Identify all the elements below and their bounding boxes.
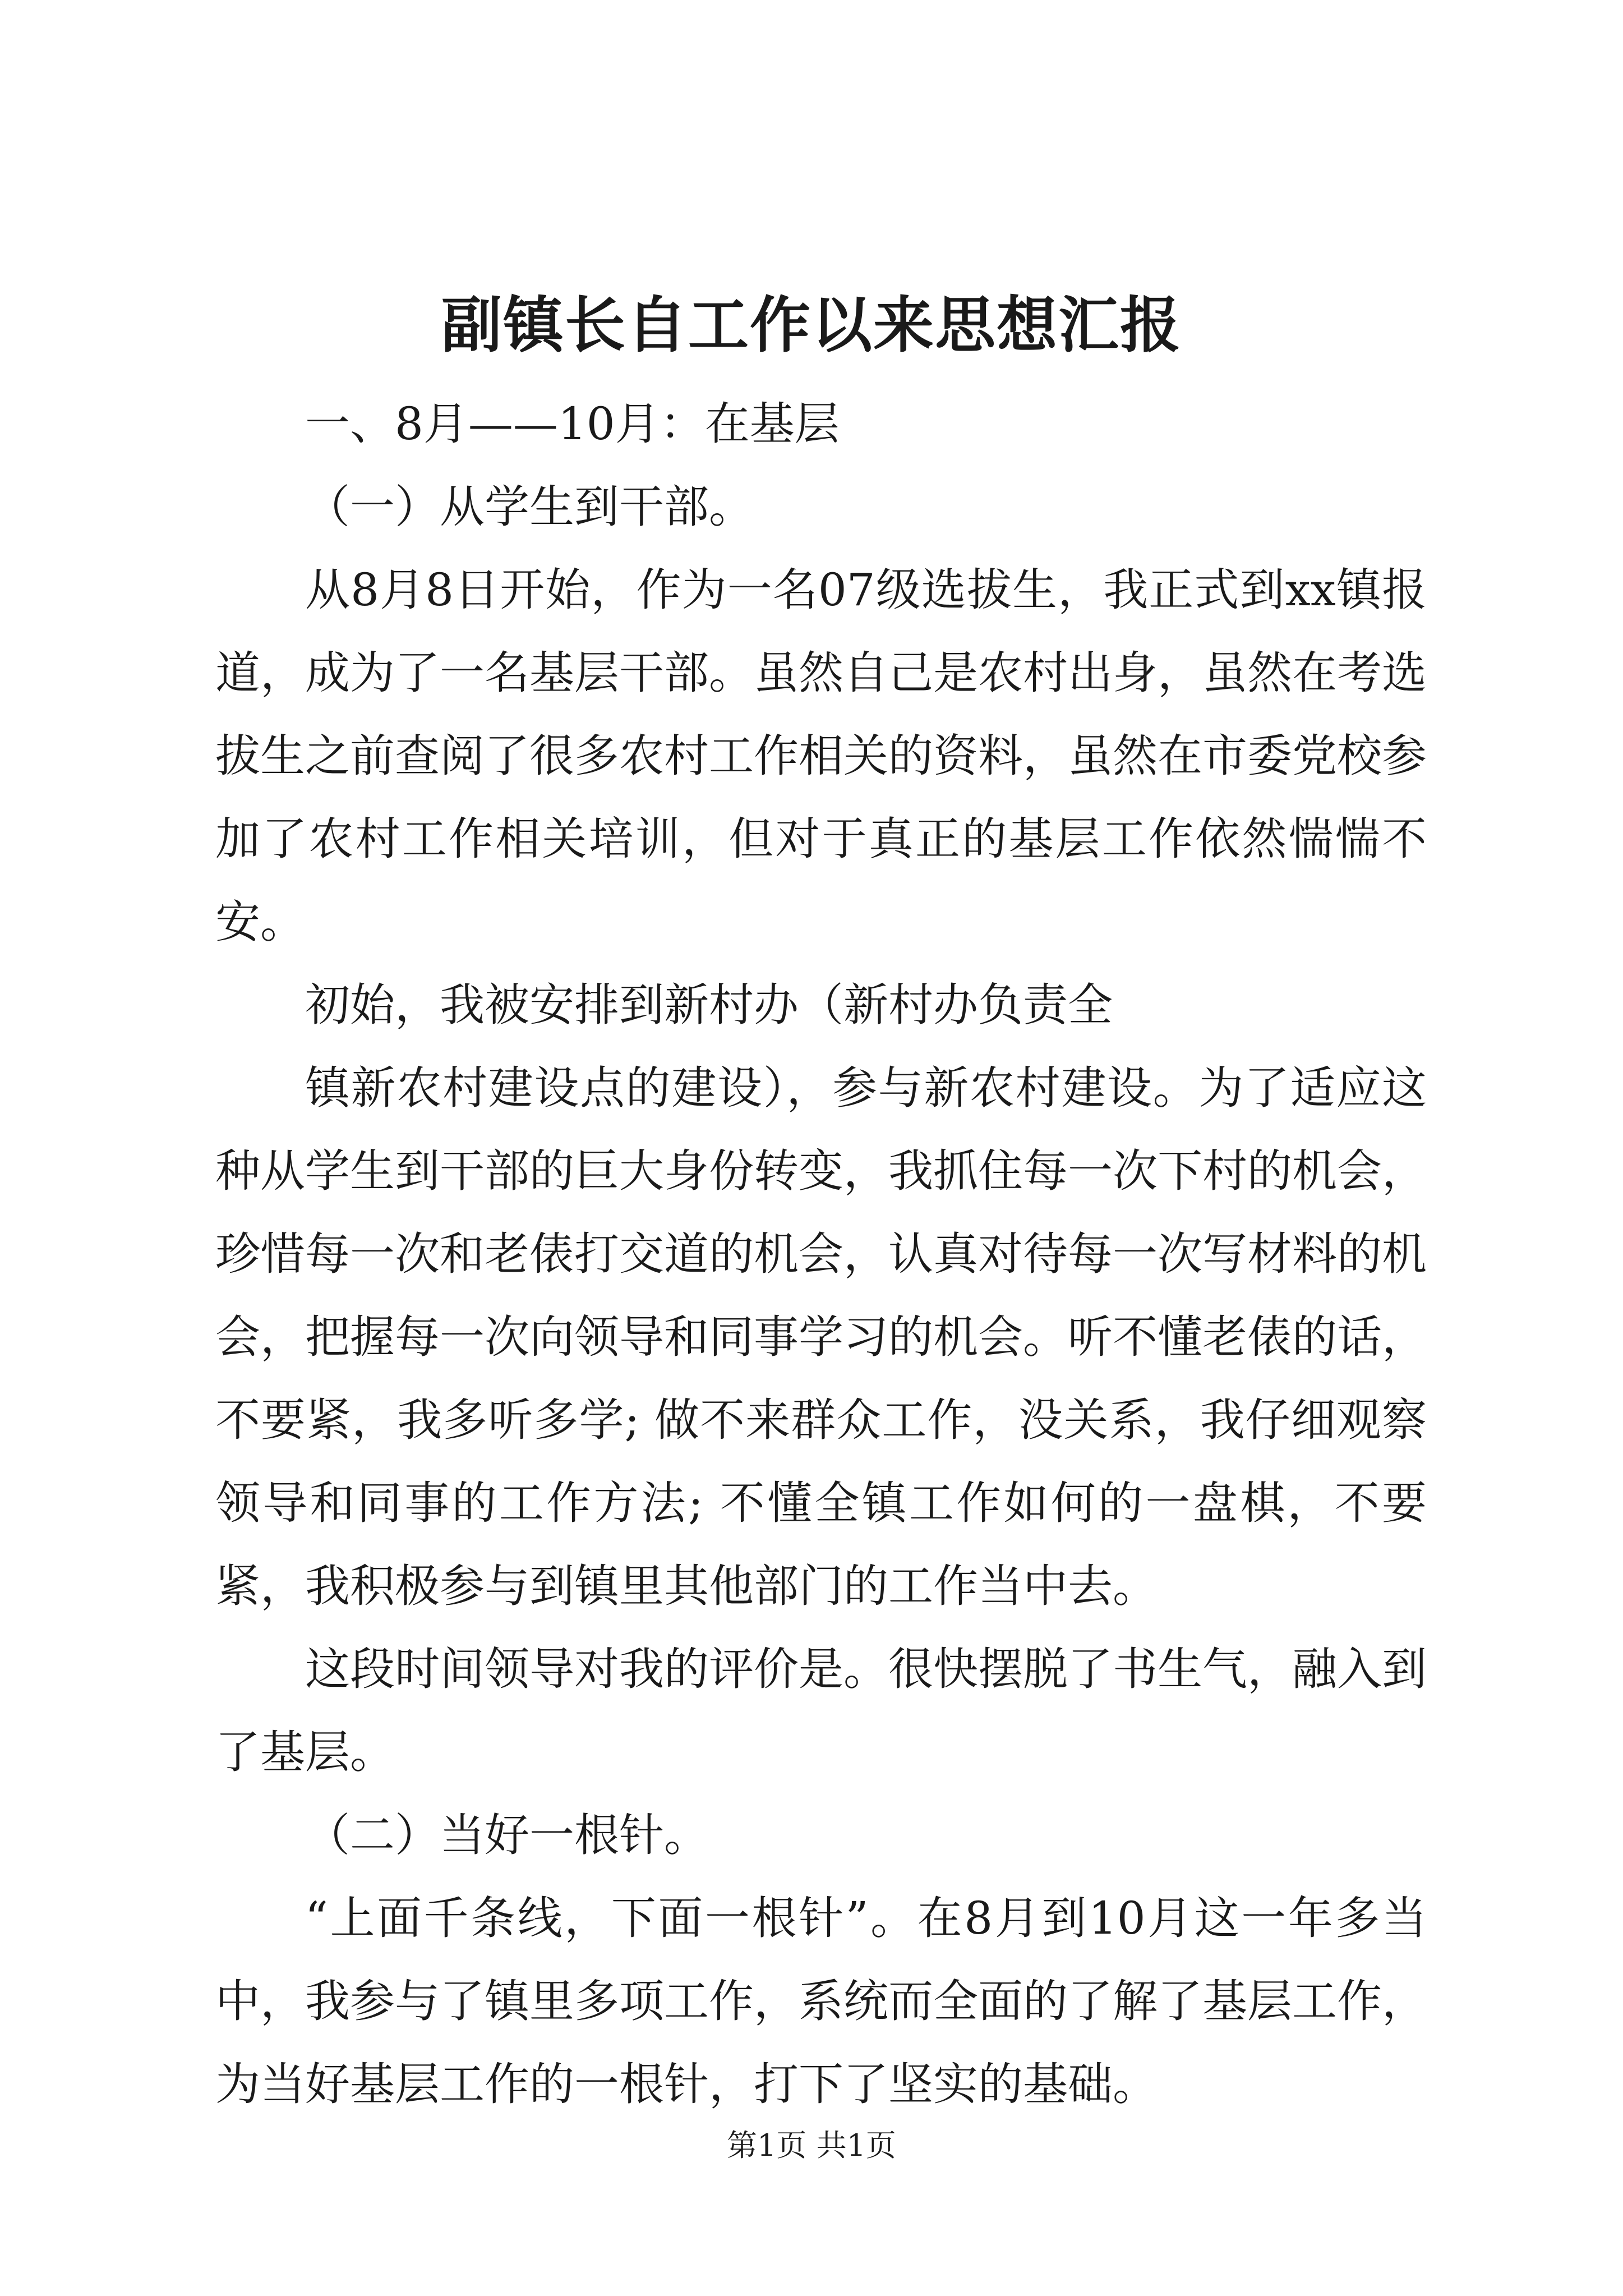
section-heading: 一、8月——10月：在基层 bbox=[305, 398, 840, 450]
subsection-heading: （二）当好一根针。 bbox=[305, 1809, 709, 1861]
body-paragraph: 初始，我被安排到新村办（新村办负责全 bbox=[305, 979, 1113, 1031]
subsection-heading: （一）从学生到干部。 bbox=[305, 481, 754, 533]
body-paragraph: 镇新农村建设点的建设），参与新农村建设。为了适应这种从学生到干部的巨大身份转变，我抓住每一次下村的机会，珍惜每一次和老俵打交道的机会，认真对待每一次写材料的机会，把握每一次向领导和同事学习的机会。听不懂老俵的话，不要紧，我多听多学; 做不来群众工作，没关系，我仔细观察领导和同事的工作方法; 不懂全镇工作如何的一盘棋，不要紧，我积极参与到镇里其他部门的工作当中去。 bbox=[215, 1062, 1427, 1612]
document-body bbox=[215, 383, 1427, 2126]
body-paragraph: “上面千条线，下面一根针”。在8月到10月这一年多当中，我参与了镇里多项工作，系统而全面的了解了基层工作，为当好基层工作的一根针，打下了坚实的基础。 bbox=[215, 1892, 1427, 2110]
body-paragraph: 这段时间领导对我的评价是。很快摆脱了书生气，融入到了基层。 bbox=[215, 1643, 1427, 1778]
body-paragraph: 从8月8日开始，作为一名07级选拔生，我正式到xx镇报道，成为了一名基层干部。虽然自己是农村出身，虽然在考选拔生之前查阅了很多农村工作相关的资料，虽然在市委党校参加了农村工作相关培训，但对于真正的基层工作依然惴惴不安。 bbox=[215, 564, 1427, 948]
page-footer: 第1页 共1页 bbox=[727, 2128, 896, 2163]
document-title: 副镇长自工作以来思想汇报 bbox=[441, 290, 1182, 361]
